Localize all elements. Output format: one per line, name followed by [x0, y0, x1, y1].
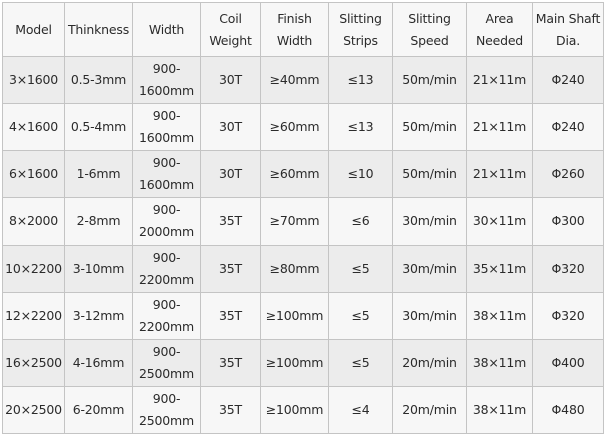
cell-slitting-speed: 50m/min [393, 104, 467, 151]
cell-area-needed: 30×11m [467, 198, 533, 245]
table-row [3, 57, 604, 104]
table-row [3, 339, 604, 386]
cell-model: 4×1600 [3, 104, 65, 151]
cell-finish-width: ≥70mm [261, 198, 329, 245]
cell-slitting-strips: ≤13 [329, 57, 393, 104]
cell-slitting-speed: 20m/min [393, 386, 467, 433]
cell-main-shaft-dia: Φ320 [533, 245, 604, 292]
cell-slitting-speed: 30m/min [393, 245, 467, 292]
cell-finish-width: ≥40mm [261, 57, 329, 104]
slitting-line-spec-table [2, 2, 604, 434]
header-finish-width: Finish Width [261, 3, 329, 57]
cell-width: 900-1600mm [133, 104, 201, 151]
cell-finish-width: ≥80mm [261, 245, 329, 292]
cell-model: 6×1600 [3, 151, 65, 198]
cell-slitting-strips: ≤4 [329, 386, 393, 433]
cell-main-shaft-dia: Φ320 [533, 292, 604, 339]
header-slitting-speed: Slitting Speed [393, 3, 467, 57]
cell-area-needed: 21×11m [467, 57, 533, 104]
cell-area-needed: 35×11m [467, 245, 533, 292]
cell-thickness: 3-10mm [65, 245, 133, 292]
table-header [3, 3, 604, 57]
cell-finish-width: ≥100mm [261, 386, 329, 433]
cell-thickness: 4-16mm [65, 339, 133, 386]
header-main-shaft-dia: Main Shaft Dia. [533, 3, 604, 57]
cell-area-needed: 38×11m [467, 339, 533, 386]
cell-width: 900-2200mm [133, 292, 201, 339]
cell-slitting-speed: 50m/min [393, 151, 467, 198]
cell-model: 12×2200 [3, 292, 65, 339]
cell-slitting-strips: ≤6 [329, 198, 393, 245]
cell-model: 20×2500 [3, 386, 65, 433]
header-row [3, 3, 604, 57]
cell-model: 8×2000 [3, 198, 65, 245]
cell-slitting-strips: ≤5 [329, 339, 393, 386]
cell-coil-weight: 35T [201, 339, 261, 386]
header-slitting-strips: Slitting Strips [329, 3, 393, 57]
cell-width: 900-1600mm [133, 57, 201, 104]
cell-finish-width: ≥60mm [261, 151, 329, 198]
cell-slitting-strips: ≤10 [329, 151, 393, 198]
cell-area-needed: 38×11m [467, 292, 533, 339]
cell-width: 900-2200mm [133, 245, 201, 292]
cell-thickness: 0.5-4mm [65, 104, 133, 151]
cell-width: 900-2500mm [133, 386, 201, 433]
cell-slitting-strips: ≤5 [329, 245, 393, 292]
cell-slitting-strips: ≤5 [329, 292, 393, 339]
cell-width: 900-1600mm [133, 151, 201, 198]
cell-coil-weight: 35T [201, 292, 261, 339]
cell-slitting-speed: 30m/min [393, 198, 467, 245]
cell-finish-width: ≥100mm [261, 292, 329, 339]
cell-coil-weight: 35T [201, 198, 261, 245]
cell-main-shaft-dia: Φ240 [533, 57, 604, 104]
cell-model: 3×1600 [3, 57, 65, 104]
cell-slitting-speed: 50m/min [393, 57, 467, 104]
cell-coil-weight: 30T [201, 151, 261, 198]
table-row [3, 292, 604, 339]
table-row [3, 151, 604, 198]
cell-coil-weight: 30T [201, 104, 261, 151]
cell-main-shaft-dia: Φ240 [533, 104, 604, 151]
cell-slitting-strips: ≤13 [329, 104, 393, 151]
cell-area-needed: 21×11m [467, 104, 533, 151]
cell-thickness: 3-12mm [65, 292, 133, 339]
cell-thickness: 6-20mm [65, 386, 133, 433]
cell-model: 10×2200 [3, 245, 65, 292]
cell-finish-width: ≥100mm [261, 339, 329, 386]
cell-coil-weight: 35T [201, 386, 261, 433]
cell-main-shaft-dia: Φ400 [533, 339, 604, 386]
cell-thickness: 2-8mm [65, 198, 133, 245]
table-body [3, 57, 604, 434]
cell-thickness: 1-6mm [65, 151, 133, 198]
cell-model: 16×2500 [3, 339, 65, 386]
cell-main-shaft-dia: Φ480 [533, 386, 604, 433]
cell-width: 900-2500mm [133, 339, 201, 386]
cell-thickness: 0.5-3mm [65, 57, 133, 104]
table-row [3, 245, 604, 292]
cell-slitting-speed: 20m/min [393, 339, 467, 386]
cell-coil-weight: 30T [201, 57, 261, 104]
header-width: Width [133, 3, 201, 57]
cell-area-needed: 21×11m [467, 151, 533, 198]
table-row [3, 198, 604, 245]
cell-slitting-speed: 30m/min [393, 292, 467, 339]
cell-main-shaft-dia: Φ300 [533, 198, 604, 245]
header-model: Model [3, 3, 65, 57]
cell-finish-width: ≥60mm [261, 104, 329, 151]
cell-main-shaft-dia: Φ260 [533, 151, 604, 198]
table-row [3, 386, 604, 433]
header-coil-weight: Coil Weight [201, 3, 261, 57]
table-row [3, 104, 604, 151]
cell-coil-weight: 35T [201, 245, 261, 292]
cell-width: 900-2000mm [133, 198, 201, 245]
header-area-needed: Area Needed [467, 3, 533, 57]
header-thickness: Thinkness [65, 3, 133, 57]
cell-area-needed: 38×11m [467, 386, 533, 433]
